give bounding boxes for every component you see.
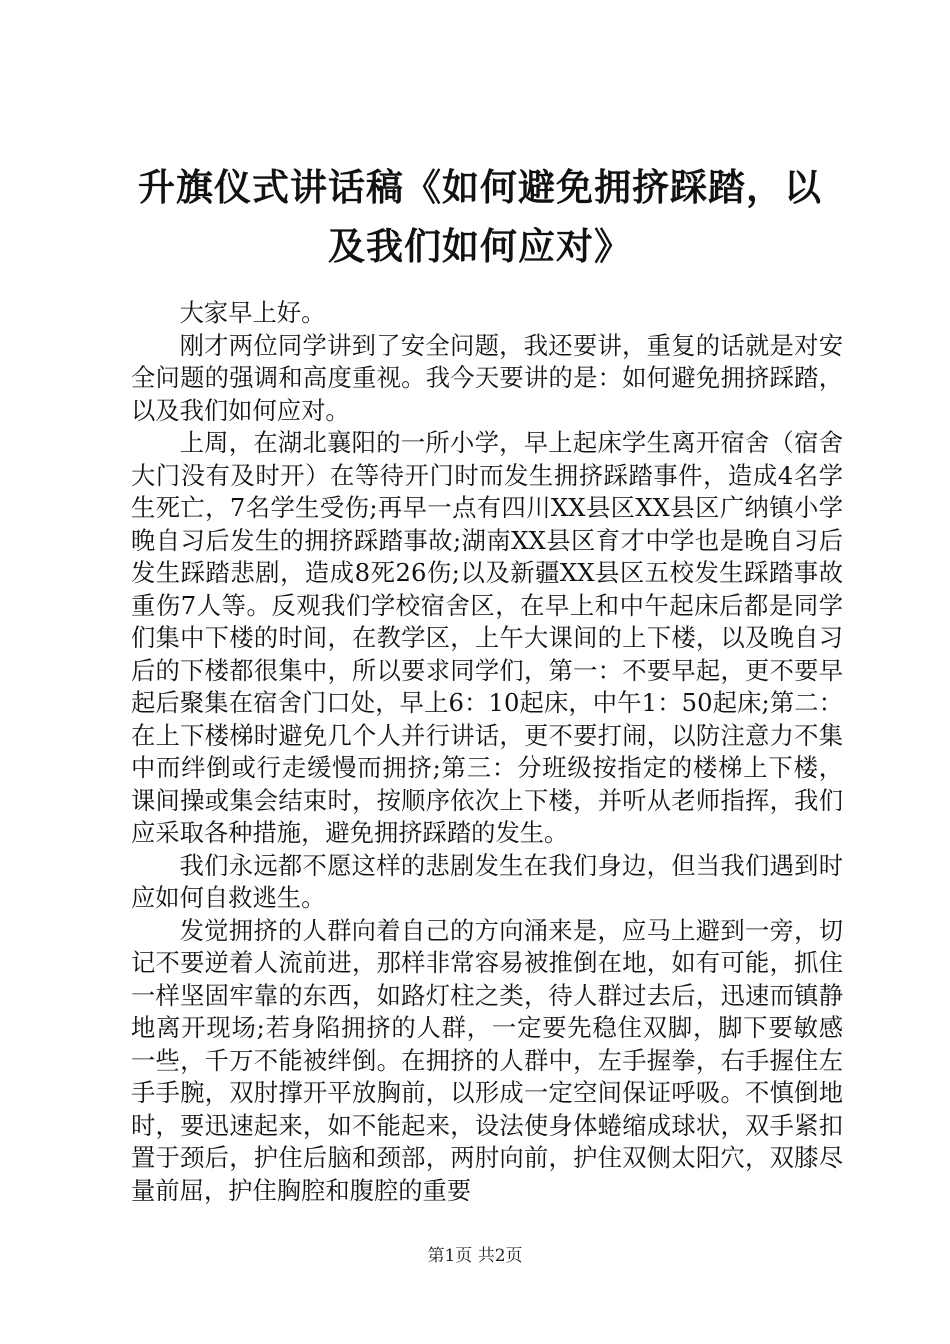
paragraph-self-rescue-intro: 我们永远都不愿这样的悲剧发生在我们身边，但当我们遇到时应如何自救逃生。: [131, 850, 843, 912]
paragraph-self-rescue-methods: 发觉拥挤的人群向着自己的方向涌来是，应马上避到一旁，切记不要逆着人流前进，那样非常容易被推倒在地，如有可能，抓住一样坚固牢靠的东西，如路灯柱之类，待人群过去后，迅速而镇静地离开现场;若身陷拥挤的人群，一定要先稳住双脚，脚下要敏感一些，千万不能被绊倒。在拥挤的人群中，左手握拳，右手握住左手手腕，双肘撑开平放胸前，以形成一定空间保证呼吸。不慎倒地时，要迅速起来，如不能起来，设法使身体蜷缩成球状，双手紧扣置于颈后，护住后脑和颈部，两肘向前，护住双侧太阳穴，双膝尽量前屈，护住胸腔和腹腔的重要: [131, 915, 843, 1205]
paragraph-incidents: 上周，在湖北襄阳的一所小学，早上起床学生离开宿舍（宿舍大门没有及时开）在等待开门时而发生拥挤踩踏事件，造成4名学生死亡，7名学生受伤;再早一点有四川XX县区XX县区广纳镇小学晚自习后发生的拥挤踩踏事故;湖南XX县区育才中学也是晚自习后发生踩踏悲剧，造成8死26伤;以及新疆XX县区五校发生踩踏事故重伤7人等。反观我们学校宿舍区，在早上和中午起床后都是同学们集中下楼的时间，在教学区，上午大课间的上下楼，以及晚自习后的下楼都很集中，所以要求同学们，第一：不要早起，更不要早起后聚集在宿舍门口处，早上6：10起床，中午1：50起床;第二：在上下楼梯时避免几个人并行讲话，更不要打闹，以防注意力不集中而绊倒或行走缓慢而拥挤;第三：分班级按指定的楼梯上下楼，课间操或集会结束时，按顺序依次上下楼，并听从老师指挥，我们应采取各种措施，避免拥挤踩踏的发生。: [131, 428, 843, 847]
document-body: [131, 297, 843, 1207]
page-number: 第1页 共2页: [427, 1246, 523, 1266]
paragraph-greeting: 大家早上好。: [179, 298, 326, 327]
document-title: 升旗仪式讲话稿《如何避免拥挤踩踏，以及我们如何应对》: [138, 166, 822, 268]
paragraph-intro: 刚才两位同学讲到了安全问题，我还要讲，重复的话就是对安全问题的强调和高度重视。我今天要讲的是：如何避免拥挤踩踏，以及我们如何应对。: [131, 330, 843, 425]
